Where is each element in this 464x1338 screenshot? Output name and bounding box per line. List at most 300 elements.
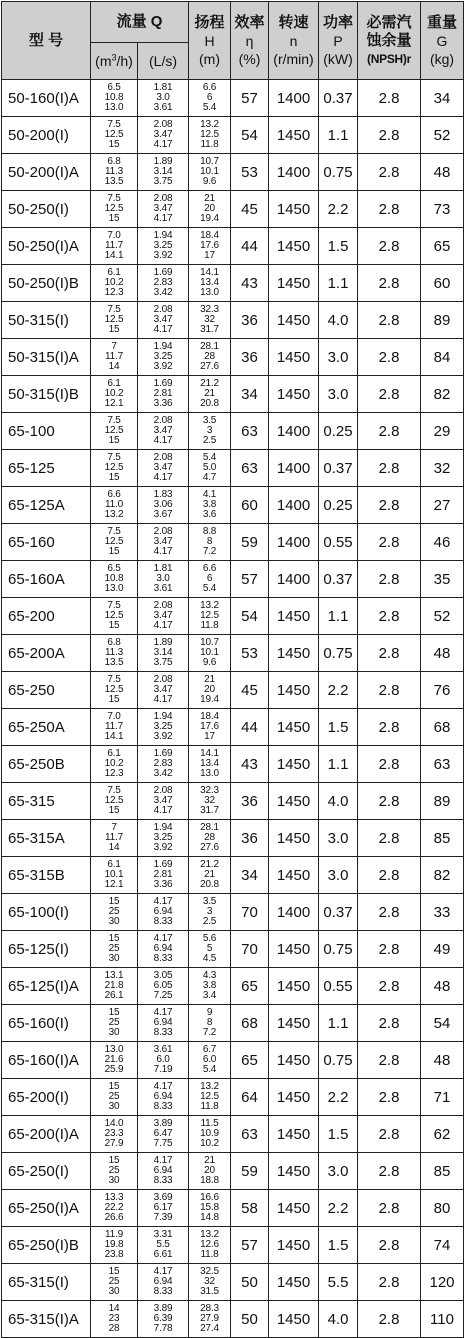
cell-flow-ls: 1.69 2.81 3.36 [138, 376, 189, 413]
cell-model: 50-160(I)A [2, 80, 91, 117]
cell-speed: 1450 [269, 228, 319, 265]
table-row [2, 561, 464, 598]
cell-speed: 1450 [269, 746, 319, 783]
header-flow-m3h-pre: (m [95, 53, 112, 69]
cell-flow-m3h: 13.0 21.6 25.9 [91, 1042, 138, 1079]
cell-weight: 48 [421, 154, 464, 191]
cell-weight: 48 [421, 1042, 464, 1079]
cell-flow-ls: 2.08 3.47 4.17 [138, 117, 189, 154]
cell-efficiency: 57 [231, 1227, 269, 1264]
cell-head: 13.2 12.6 11.8 [189, 1227, 231, 1264]
cell-head: 13.2 12.5 11.8 [189, 117, 231, 154]
cell-head: 21 20 18.8 [189, 1153, 231, 1190]
cell-npsh: 2.8 [358, 524, 421, 561]
cell-speed: 1450 [269, 339, 319, 376]
cell-npsh: 2.8 [358, 339, 421, 376]
cell-flow-ls: 4.17 6.94 8.33 [138, 931, 189, 968]
cell-speed: 1450 [269, 598, 319, 635]
cell-flow-m3h: 7.0 11.7 14.1 [91, 228, 138, 265]
cell-head: 14.1 13.4 13.0 [189, 265, 231, 302]
cell-flow-ls: 2.08 3.47 4.17 [138, 191, 189, 228]
header-flow-m3h [91, 43, 138, 80]
cell-npsh: 2.8 [358, 1116, 421, 1153]
cell-model: 65-250B [2, 746, 91, 783]
cell-efficiency: 63 [231, 1116, 269, 1153]
cell-speed: 1450 [269, 1190, 319, 1227]
cell-efficiency: 36 [231, 820, 269, 857]
cell-flow-m3h: 15 25 30 [91, 1153, 138, 1190]
cell-npsh: 2.8 [358, 228, 421, 265]
cell-flow-ls: 1.83 3.06 3.67 [138, 487, 189, 524]
cell-head: 21.2 21 20.8 [189, 857, 231, 894]
table-row [2, 672, 464, 709]
cell-flow-m3h: 13.3 22.2 26.6 [91, 1190, 138, 1227]
header-flow-ls: (L/s) [138, 43, 189, 80]
cell-npsh: 2.8 [358, 1153, 421, 1190]
cell-npsh: 2.8 [358, 1005, 421, 1042]
cell-npsh: 2.8 [358, 857, 421, 894]
cell-weight: 32 [421, 450, 464, 487]
table-row [2, 1227, 464, 1264]
cell-model: 65-250(I)B [2, 1227, 91, 1264]
cell-model: 65-160(I) [2, 1005, 91, 1042]
cell-flow-ls: 3.69 6.17 7.39 [138, 1190, 189, 1227]
cell-efficiency: 50 [231, 1301, 269, 1338]
cell-speed: 1450 [269, 302, 319, 339]
table-row [2, 894, 464, 931]
cell-efficiency: 43 [231, 746, 269, 783]
cell-flow-ls: 1.69 2.83 3.42 [138, 265, 189, 302]
cell-weight: 89 [421, 302, 464, 339]
table-row [2, 857, 464, 894]
cell-speed: 1450 [269, 672, 319, 709]
cell-head: 3.5 3 2.5 [189, 413, 231, 450]
table-row [2, 339, 464, 376]
table-row [2, 968, 464, 1005]
cell-efficiency: 34 [231, 857, 269, 894]
header-efficiency-symbol: η [245, 32, 254, 49]
cell-npsh: 2.8 [358, 783, 421, 820]
cell-flow-m3h: 7.5 12.5 15 [91, 450, 138, 487]
cell-weight: 62 [421, 1116, 464, 1153]
header-power-label: 功率 [322, 13, 353, 31]
cell-speed: 1400 [269, 413, 319, 450]
cell-weight: 35 [421, 561, 464, 598]
cell-model: 65-250 [2, 672, 91, 709]
cell-npsh: 2.8 [358, 80, 421, 117]
cell-head: 32.3 32 31.7 [189, 302, 231, 339]
cell-efficiency: 45 [231, 191, 269, 228]
cell-speed: 1450 [269, 117, 319, 154]
cell-flow-ls: 4.17 6.94 8.33 [138, 1079, 189, 1116]
table-row [2, 413, 464, 450]
cell-npsh: 2.8 [358, 302, 421, 339]
cell-flow-m3h: 7.5 12.5 15 [91, 672, 138, 709]
cell-speed: 1450 [269, 1153, 319, 1190]
cell-flow-ls: 4.17 6.94 8.33 [138, 1264, 189, 1301]
cell-flow-m3h: 7.5 12.5 15 [91, 524, 138, 561]
header-weight-label: 重量 [426, 13, 457, 31]
cell-model: 65-315B [2, 857, 91, 894]
cell-npsh: 2.8 [358, 709, 421, 746]
cell-head: 8.8 8 7.2 [189, 524, 231, 561]
header-npsh-label-1: 必需汽 [366, 13, 412, 31]
cell-head: 10.7 10.1 9.6 [189, 635, 231, 672]
cell-speed: 1450 [269, 857, 319, 894]
cell-flow-ls: 2.08 3.47 4.17 [138, 672, 189, 709]
cell-flow-m3h: 6.5 10.8 13.0 [91, 561, 138, 598]
cell-npsh: 2.8 [358, 487, 421, 524]
cell-efficiency: 58 [231, 1190, 269, 1227]
cell-flow-m3h: 7.5 12.5 15 [91, 117, 138, 154]
header-speed-label: 转速 [278, 13, 309, 31]
cell-flow-ls: 3.89 6.39 7.78 [138, 1301, 189, 1338]
table-row [2, 1116, 464, 1153]
cell-power: 0.75 [319, 931, 358, 968]
cell-head: 10.7 10.1 9.6 [189, 154, 231, 191]
cell-flow-m3h: 6.8 11.3 13.5 [91, 635, 138, 672]
table-row [2, 117, 464, 154]
cell-head: 21 20 19.4 [189, 672, 231, 709]
cell-efficiency: 54 [231, 117, 269, 154]
cell-flow-ls: 4.17 6.94 8.33 [138, 1005, 189, 1042]
cell-weight: 76 [421, 672, 464, 709]
cell-speed: 1400 [269, 154, 319, 191]
cell-weight: 46 [421, 524, 464, 561]
cell-power: 1.5 [319, 709, 358, 746]
cell-flow-ls: 1.94 3.25 3.92 [138, 339, 189, 376]
table-row [2, 191, 464, 228]
cell-npsh: 2.8 [358, 117, 421, 154]
cell-model: 65-250A [2, 709, 91, 746]
cell-head: 5.6 5 4.5 [189, 931, 231, 968]
cell-power: 1.5 [319, 1116, 358, 1153]
cell-speed: 1450 [269, 1227, 319, 1264]
table-body [2, 80, 464, 1338]
cell-power: 3.0 [319, 820, 358, 857]
cell-power: 1.1 [319, 598, 358, 635]
cell-weight: 74 [421, 1227, 464, 1264]
cell-head: 13.2 12.5 11.8 [189, 1079, 231, 1116]
cell-efficiency: 54 [231, 598, 269, 635]
header-power [319, 2, 358, 80]
cell-model: 65-315(I)A [2, 1301, 91, 1338]
cell-power: 1.1 [319, 746, 358, 783]
cell-flow-m3h: 7.5 12.5 15 [91, 598, 138, 635]
cell-power: 4.0 [319, 1301, 358, 1338]
cell-power: 1.1 [319, 265, 358, 302]
cell-speed: 1400 [269, 561, 319, 598]
cell-head: 11.5 10.9 10.2 [189, 1116, 231, 1153]
cell-npsh: 2.8 [358, 191, 421, 228]
cell-efficiency: 70 [231, 931, 269, 968]
cell-head: 16.6 15.8 14.8 [189, 1190, 231, 1227]
header-npsh-label-2: 蚀余量 [366, 31, 412, 49]
table-row [2, 746, 464, 783]
cell-power: 3.0 [319, 857, 358, 894]
pump-spec-table [1, 1, 464, 1338]
header-head-unit: (m) [199, 50, 220, 67]
cell-efficiency: 63 [231, 450, 269, 487]
cell-efficiency: 36 [231, 302, 269, 339]
cell-model: 50-200(I) [2, 117, 91, 154]
cell-model: 65-315(I) [2, 1264, 91, 1301]
cell-flow-m3h: 15 25 30 [91, 1264, 138, 1301]
cell-model: 65-125 [2, 450, 91, 487]
cell-head: 3.5 3 2.5 [189, 894, 231, 931]
cell-flow-ls: 1.94 3.25 3.92 [138, 820, 189, 857]
cell-efficiency: 59 [231, 524, 269, 561]
table-row [2, 228, 464, 265]
cell-speed: 1450 [269, 265, 319, 302]
cell-weight: 49 [421, 931, 464, 968]
cell-power: 2.2 [319, 1190, 358, 1227]
cell-head: 13.2 12.5 11.8 [189, 598, 231, 635]
cell-efficiency: 43 [231, 265, 269, 302]
cell-flow-m3h: 14.0 23.3 27.9 [91, 1116, 138, 1153]
cell-flow-m3h: 7.5 12.5 15 [91, 302, 138, 339]
cell-speed: 1400 [269, 894, 319, 931]
cell-flow-ls: 3.05 6.05 7.25 [138, 968, 189, 1005]
header-weight [421, 2, 464, 80]
cell-flow-m3h: 6.8 11.3 13.5 [91, 154, 138, 191]
cell-weight: 71 [421, 1079, 464, 1116]
cell-power: 3.0 [319, 1153, 358, 1190]
cell-flow-m3h: 7.0 11.7 14.1 [91, 709, 138, 746]
cell-efficiency: 68 [231, 1005, 269, 1042]
cell-weight: 82 [421, 376, 464, 413]
cell-model: 50-200(I)A [2, 154, 91, 191]
cell-weight: 73 [421, 191, 464, 228]
cell-weight: 84 [421, 339, 464, 376]
header-speed [269, 2, 319, 80]
cell-model: 65-160 [2, 524, 91, 561]
cell-weight: 65 [421, 228, 464, 265]
cell-head: 28.1 28 27.6 [189, 339, 231, 376]
cell-model: 65-125(I)A [2, 968, 91, 1005]
cell-flow-m3h: 13.1 21.8 26.1 [91, 968, 138, 1005]
cell-weight: 85 [421, 820, 464, 857]
cell-power: 1.1 [319, 117, 358, 154]
cell-npsh: 2.8 [358, 635, 421, 672]
cell-npsh: 2.8 [358, 598, 421, 635]
cell-power: 0.55 [319, 524, 358, 561]
cell-flow-ls: 1.81 3.0 3.61 [138, 80, 189, 117]
table-row [2, 265, 464, 302]
cell-head: 14.1 13.4 13.0 [189, 746, 231, 783]
header-flow: 流量 Q [91, 2, 189, 43]
cell-flow-m3h: 15 25 30 [91, 931, 138, 968]
cell-flow-ls: 2.08 3.47 4.17 [138, 598, 189, 635]
cell-power: 3.0 [319, 339, 358, 376]
cell-power: 5.5 [319, 1264, 358, 1301]
cell-flow-ls: 4.17 6.94 8.33 [138, 1153, 189, 1190]
cell-flow-m3h: 7 11.7 14 [91, 339, 138, 376]
cell-weight: 120 [421, 1264, 464, 1301]
table-row [2, 709, 464, 746]
cell-speed: 1450 [269, 1042, 319, 1079]
cell-model: 65-315 [2, 783, 91, 820]
cell-power: 1.5 [319, 1227, 358, 1264]
cell-speed: 1450 [269, 635, 319, 672]
cell-weight: 89 [421, 783, 464, 820]
cell-efficiency: 59 [231, 1153, 269, 1190]
cell-weight: 54 [421, 1005, 464, 1042]
cell-weight: 85 [421, 1153, 464, 1190]
table-row [2, 1301, 464, 1338]
cell-efficiency: 65 [231, 1042, 269, 1079]
cell-npsh: 2.8 [358, 265, 421, 302]
cell-weight: 52 [421, 117, 464, 154]
cell-head: 6.6 6 5.4 [189, 80, 231, 117]
cell-flow-ls: 1.94 3.25 3.92 [138, 228, 189, 265]
table-row [2, 598, 464, 635]
cell-efficiency: 44 [231, 228, 269, 265]
cell-head: 6.6 6 5.4 [189, 561, 231, 598]
cell-weight: 60 [421, 265, 464, 302]
cell-flow-m3h: 11.9 19.8 23.8 [91, 1227, 138, 1264]
cell-speed: 1450 [269, 783, 319, 820]
cell-model: 65-315A [2, 820, 91, 857]
cell-flow-m3h: 15 25 30 [91, 1005, 138, 1042]
cell-speed: 1400 [269, 450, 319, 487]
cell-power: 1.1 [319, 1005, 358, 1042]
cell-model: 65-200A [2, 635, 91, 672]
cell-speed: 1400 [269, 487, 319, 524]
table-row [2, 450, 464, 487]
cell-flow-m3h: 7.5 12.5 15 [91, 191, 138, 228]
cell-power: 0.25 [319, 413, 358, 450]
cell-head: 32.5 32 31.5 [189, 1264, 231, 1301]
cell-model: 65-125(I) [2, 931, 91, 968]
cell-speed: 1450 [269, 1264, 319, 1301]
cell-model: 65-250(I) [2, 1153, 91, 1190]
header-head-symbol: H [204, 32, 215, 49]
cell-npsh: 2.8 [358, 894, 421, 931]
cell-flow-ls: 1.89 3.14 3.75 [138, 154, 189, 191]
table-row [2, 1005, 464, 1042]
cell-efficiency: 45 [231, 672, 269, 709]
cell-weight: 80 [421, 1190, 464, 1227]
table-row [2, 1153, 464, 1190]
table-row [2, 931, 464, 968]
cell-head: 18.4 17.6 17 [189, 709, 231, 746]
cell-npsh: 2.8 [358, 450, 421, 487]
table-row [2, 635, 464, 672]
cell-npsh: 2.8 [358, 1301, 421, 1338]
cell-power: 0.37 [319, 450, 358, 487]
cell-efficiency: 70 [231, 894, 269, 931]
cell-flow-ls: 1.81 3.0 3.61 [138, 561, 189, 598]
header-flow-m3h-sup: 3 [111, 52, 117, 63]
cell-model: 50-250(I)B [2, 265, 91, 302]
header-head-label: 扬程 [194, 13, 225, 31]
cell-weight: 82 [421, 857, 464, 894]
cell-flow-ls: 1.89 3.14 3.75 [138, 635, 189, 672]
table-header [2, 2, 464, 80]
cell-model: 50-250(I) [2, 191, 91, 228]
cell-flow-m3h: 7.5 12.5 15 [91, 783, 138, 820]
cell-model: 65-250(I)A [2, 1190, 91, 1227]
cell-head: 5.4 5.0 4.7 [189, 450, 231, 487]
cell-model: 65-200 [2, 598, 91, 635]
cell-speed: 1450 [269, 968, 319, 1005]
cell-efficiency: 53 [231, 635, 269, 672]
table-row [2, 1264, 464, 1301]
cell-weight: 48 [421, 968, 464, 1005]
cell-weight: 29 [421, 413, 464, 450]
table-row [2, 376, 464, 413]
cell-npsh: 2.8 [358, 820, 421, 857]
cell-power: 2.2 [319, 191, 358, 228]
table-row [2, 487, 464, 524]
cell-efficiency: 57 [231, 561, 269, 598]
cell-efficiency: 34 [231, 376, 269, 413]
cell-efficiency: 60 [231, 487, 269, 524]
cell-power: 0.37 [319, 894, 358, 931]
table-row [2, 80, 464, 117]
cell-head: 32.3 32 31.7 [189, 783, 231, 820]
cell-speed: 1450 [269, 1116, 319, 1153]
cell-efficiency: 64 [231, 1079, 269, 1116]
header-speed-unit: (r/min) [273, 50, 314, 67]
header-weight-unit: (kg) [429, 50, 455, 67]
cell-efficiency: 63 [231, 413, 269, 450]
cell-speed: 1450 [269, 376, 319, 413]
cell-flow-ls: 2.08 3.47 4.17 [138, 524, 189, 561]
header-model: 型 号 [2, 2, 91, 80]
header-power-unit: (kW) [323, 50, 353, 67]
cell-weight: 63 [421, 746, 464, 783]
cell-npsh: 2.8 [358, 1264, 421, 1301]
cell-weight: 34 [421, 80, 464, 117]
cell-efficiency: 53 [231, 154, 269, 191]
cell-flow-ls: 3.61 6.0 7.19 [138, 1042, 189, 1079]
cell-head: 6.7 6.0 5.4 [189, 1042, 231, 1079]
cell-npsh: 2.8 [358, 154, 421, 191]
cell-power: 1.5 [319, 228, 358, 265]
cell-flow-m3h: 7 11.7 14 [91, 820, 138, 857]
cell-efficiency: 50 [231, 1264, 269, 1301]
cell-npsh: 2.8 [358, 1227, 421, 1264]
cell-power: 2.2 [319, 1079, 358, 1116]
cell-flow-m3h: 6.1 10.2 12.3 [91, 746, 138, 783]
header-head [189, 2, 231, 80]
cell-power: 0.25 [319, 487, 358, 524]
cell-head: 4.1 3.8 3.6 [189, 487, 231, 524]
cell-power: 0.75 [319, 154, 358, 191]
header-efficiency-unit: (%) [238, 50, 261, 67]
cell-power: 0.37 [319, 80, 358, 117]
cell-speed: 1450 [269, 709, 319, 746]
cell-head: 9 8 7.2 [189, 1005, 231, 1042]
cell-power: 4.0 [319, 783, 358, 820]
cell-model: 65-160A [2, 561, 91, 598]
table-row [2, 524, 464, 561]
cell-efficiency: 65 [231, 968, 269, 1005]
header-efficiency-label: 效率 [234, 13, 265, 31]
cell-model: 65-100 [2, 413, 91, 450]
cell-npsh: 2.8 [358, 672, 421, 709]
cell-flow-m3h: 6.1 10.2 12.1 [91, 376, 138, 413]
header-speed-symbol: n [289, 32, 298, 49]
cell-efficiency: 36 [231, 783, 269, 820]
header-weight-symbol: G [436, 32, 448, 49]
cell-model: 50-315(I)A [2, 339, 91, 376]
table-row [2, 1079, 464, 1116]
cell-flow-ls: 2.08 3.47 4.17 [138, 413, 189, 450]
header-power-symbol: P [333, 32, 343, 49]
